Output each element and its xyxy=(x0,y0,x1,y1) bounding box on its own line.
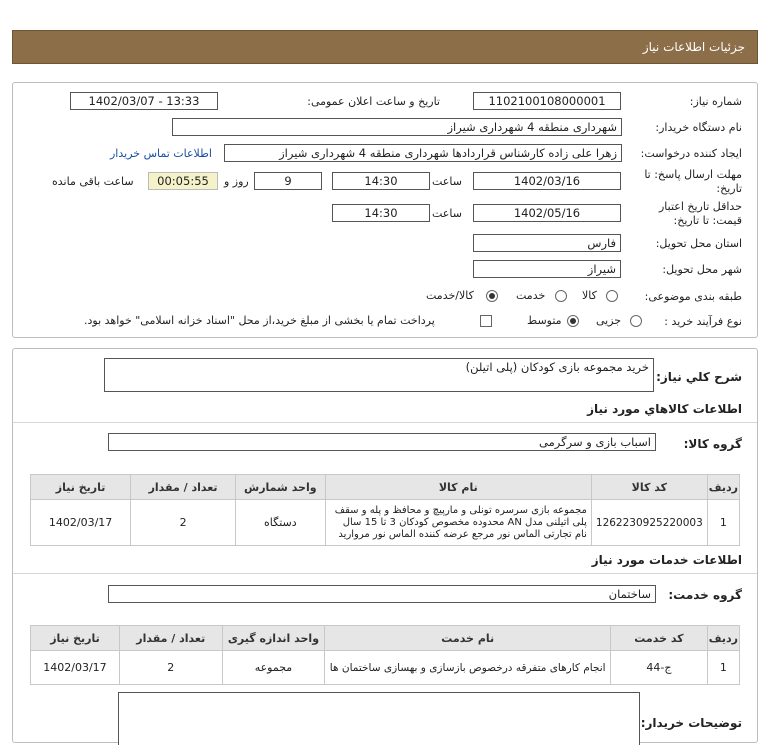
process-radio-medium[interactable] xyxy=(567,315,579,327)
goods-section-title: اطلاعات کالاهاي مورد نياز xyxy=(587,402,742,416)
table-row xyxy=(31,500,740,546)
page-title: جزئیات اطلاعات نیاز xyxy=(642,40,745,54)
category-radio-goods-service[interactable] xyxy=(486,290,498,302)
validity-label-line1: حداقل تاریخ اعتبار xyxy=(658,200,742,213)
col-qty: تعداد / مقدار xyxy=(131,475,236,500)
category-radio-service[interactable] xyxy=(555,290,567,302)
buyer-notes-label: توضیحات خریدار: xyxy=(640,716,742,730)
services-table xyxy=(30,625,740,685)
service-qty: 2 xyxy=(119,651,222,685)
col-goods-code: کد کالا xyxy=(591,475,707,500)
services-group-field: ساختمان xyxy=(108,585,656,603)
goods-group-field: اسباب بازی و سرگرمی xyxy=(108,433,656,451)
remaining-time-label: ساعت باقی مانده xyxy=(52,175,134,188)
service-need-date: 1402/03/17 xyxy=(31,651,120,685)
buyer-org-field: شهرداری منطقه 4 شهرداری شیراز xyxy=(172,118,622,136)
requester-field: زهرا علی زاده کارشناس قراردادها شهرداری منطقه 4 شهرداری شیراز xyxy=(224,144,622,162)
goods-need-date: 1402/03/17 xyxy=(31,500,131,546)
services-section-title: اطلاعات خدمات مورد نياز xyxy=(591,553,742,567)
province-label: استان محل تحویل: xyxy=(655,237,742,250)
service-unit: مجموعه xyxy=(222,651,325,685)
service-name: انجام کارهای متفرقه درخصوص بازسازی و بهسازی ساختمان ها xyxy=(325,651,611,685)
city-label: شهر محل تحویل: xyxy=(662,263,742,276)
col-unit: واحد اندازه گیری xyxy=(222,626,325,651)
remaining-days-field: 9 xyxy=(254,172,322,190)
col-service-code: کد خدمت xyxy=(611,626,708,651)
deadline-time-label: ساعت xyxy=(432,175,462,188)
validity-date-field: 1402/05/16 xyxy=(473,204,621,222)
table-row xyxy=(31,651,740,685)
validity-time-label: ساعت xyxy=(432,207,462,220)
category-option-goods-service: کالا/خدمت xyxy=(426,289,474,302)
buyer-notes-field xyxy=(118,692,640,745)
services-section-divider xyxy=(13,573,757,574)
announce-date-field: 1402/03/07 - 13:33 xyxy=(70,92,218,110)
province-field: فارس xyxy=(473,234,621,252)
col-goods-name: نام کالا xyxy=(325,475,591,500)
col-need-date: تاریخ نیاز xyxy=(31,475,131,500)
service-code: ج-44 xyxy=(611,651,708,685)
services-group-label: گروه خدمت: xyxy=(668,588,742,602)
process-option-medium: متوسط xyxy=(527,314,562,327)
goods-table xyxy=(30,474,740,546)
treasury-payment-note: پرداخت تمام یا بخشی از مبلغ خرید،از محل "اسناد خزانه اسلامی" خواهد بود. xyxy=(84,314,435,327)
category-radio-goods[interactable] xyxy=(606,290,618,302)
need-summary-label: شرح کلي نياز: xyxy=(656,370,742,384)
goods-name: مجموعه بازی سرسره تونلی و مارپیچ و محافظ و پله و سقف پلی اتیلنی مدل AN محدوده مخصوص کودکان 3 تا 15 سال نام تجارتی الماس نور مرجع عرضه کننده الماس نور مروارید xyxy=(325,500,591,546)
treasury-payment-checkbox[interactable] xyxy=(480,315,492,327)
process-label: نوع فرآیند خرید : xyxy=(664,315,742,328)
need-summary-field: خرید مجموعه بازی کودکان (پلی اتیلن) xyxy=(104,358,654,392)
col-need-date: تاریخ نیاز xyxy=(31,626,120,651)
need-number-label: شماره نیاز: xyxy=(689,95,742,108)
col-unit: واحد شمارش xyxy=(235,475,325,500)
requester-label: ایجاد کننده درخواست: xyxy=(640,147,742,160)
col-service-name: نام خدمت xyxy=(325,626,611,651)
deadline-date-field: 1402/03/16 xyxy=(473,172,621,190)
remaining-time-field: 00:05:55 xyxy=(148,172,218,190)
page-header xyxy=(12,30,758,64)
announce-date-label: تاریخ و ساعت اعلان عمومی: xyxy=(307,95,440,108)
services-table-header xyxy=(31,626,740,651)
validity-label-line2: قیمت: تا تاریخ: xyxy=(673,214,742,227)
service-row-number: 1 xyxy=(707,651,739,685)
col-qty: تعداد / مقدار xyxy=(119,626,222,651)
deadline-time-field: 14:30 xyxy=(332,172,430,190)
goods-code: 1262230925220003 xyxy=(591,500,707,546)
city-field: شیراز xyxy=(473,260,621,278)
category-option-goods: کالا xyxy=(582,289,597,302)
deadline-label-line2: تاریخ: xyxy=(716,182,742,195)
goods-section-divider xyxy=(13,422,757,423)
process-option-minor: جزیی xyxy=(596,314,622,327)
buyer-org-label: نام دستگاه خریدار: xyxy=(655,121,742,134)
validity-time-field: 14:30 xyxy=(332,204,430,222)
buyer-contact-link[interactable]: اطلاعات تماس خریدار xyxy=(110,147,212,160)
need-number-field: 1102100108000001 xyxy=(473,92,621,110)
goods-qty: 2 xyxy=(131,500,236,546)
days-label: روز و xyxy=(224,175,249,188)
category-option-service: خدمت xyxy=(516,289,546,302)
goods-group-label: گروه کالا: xyxy=(683,437,742,451)
goods-table-header xyxy=(31,475,740,500)
goods-unit: دستگاه xyxy=(235,500,325,546)
category-label: طبقه بندی موضوعی: xyxy=(644,290,742,303)
goods-row-number: 1 xyxy=(707,500,739,546)
deadline-label-line1: مهلت ارسال پاسخ: تا xyxy=(644,168,742,181)
col-row: ردیف xyxy=(707,626,739,651)
col-row: ردیف xyxy=(707,475,739,500)
process-radio-minor[interactable] xyxy=(630,315,642,327)
